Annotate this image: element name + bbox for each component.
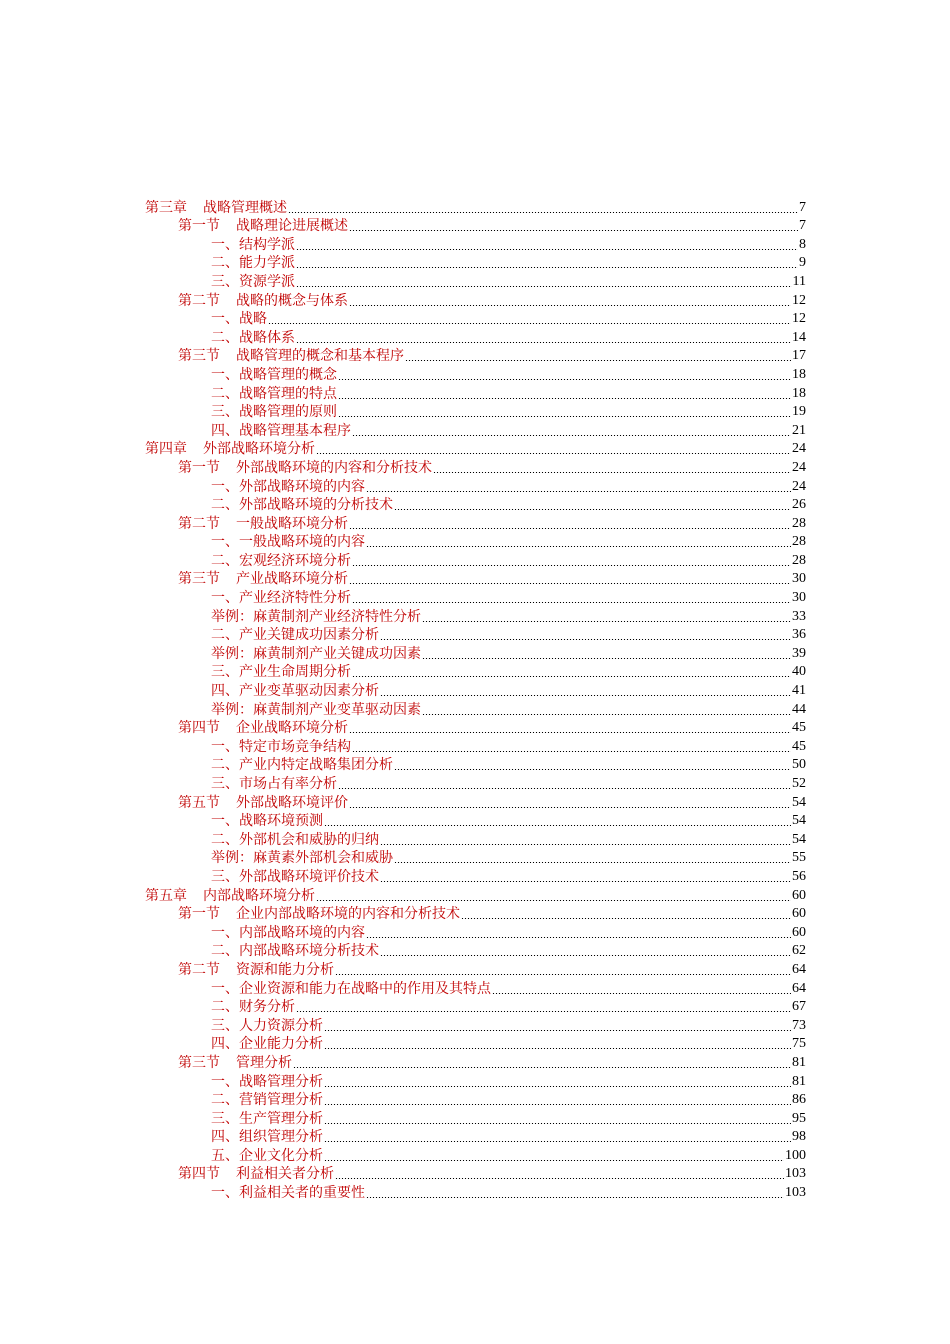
toc-entry-text [178,1165,334,1183]
toc-entry-title: 一般战略环境分析 [236,515,348,532]
toc-entry-text [211,756,393,774]
toc-subsection-entry[interactable] [145,1072,806,1091]
toc-subsection-entry[interactable] [145,551,806,570]
toc-entry-title: 企业战略环境分析 [236,720,348,737]
toc-subsection-entry[interactable] [145,477,806,496]
dot-leader [352,435,791,436]
toc-subsection-entry[interactable] [145,607,806,626]
toc-subsection-entry[interactable] [145,1183,806,1202]
dot-leader [352,676,791,677]
toc-entry-text [211,980,491,998]
toc-entry-title: 一、产业经济特性分析 [211,590,351,607]
toc-page-number: 19 [792,404,806,420]
toc-subsection-entry[interactable] [145,1146,806,1165]
toc-subsection-entry[interactable] [145,774,806,793]
toc-subsection-entry[interactable] [145,998,806,1017]
toc-page-number: 26 [792,497,806,513]
toc-entry-title: 二、能力学派 [211,255,295,272]
toc-entry-title: 二、产业内特定战略集团分析 [211,757,393,774]
toc-entry-text [178,217,348,235]
toc-page-number: 28 [792,534,806,550]
toc-entry-text [211,942,379,960]
toc-subsection-entry[interactable] [145,254,806,273]
toc-subsection-entry[interactable] [145,979,806,998]
toc-entry-label: 第三章 [145,199,187,216]
toc-page-number: 18 [792,366,806,382]
toc-page-number: 54 [792,831,806,847]
toc-page-number: 12 [792,292,806,308]
toc-entry-text [145,887,315,905]
dot-leader [366,491,791,492]
toc-entry-title: 四、企业能力分析 [211,1036,323,1053]
toc-entry-title: 四、战略管理基本程序 [211,422,351,439]
toc-entry-text [211,273,295,291]
dot-leader [394,509,791,510]
toc-subsection-entry[interactable] [145,403,806,422]
toc-entry-title: 资源和能力分析 [236,961,334,978]
toc-page-number: 56 [792,868,806,884]
dot-leader [324,1123,791,1124]
dot-leader [422,621,791,622]
toc-entry-title: 外部战略环境评价 [236,794,348,811]
toc-section-entry[interactable] [145,458,806,477]
toc-page-number: 100 [785,1147,806,1163]
toc-subsection-entry[interactable] [145,1091,806,1110]
dot-leader [296,249,798,250]
toc-page-number: 52 [792,776,806,791]
toc-subsection-entry[interactable] [145,1016,806,1035]
toc-entry-title: 一、战略环境预测 [211,813,323,830]
toc-subsection-entry[interactable] [145,384,806,403]
toc-page-number: 41 [792,683,806,699]
dot-leader [296,1011,791,1012]
toc-page-number: 8 [799,236,806,252]
dot-leader [349,528,791,529]
toc-entry-text [211,329,295,347]
dot-leader [324,1160,784,1161]
toc-entry-title: 企业内部战略环境的内容和分析技术 [236,906,460,923]
toc-page-number: 24 [792,459,806,475]
toc-subsection-entry[interactable] [145,626,806,645]
toc-entry-text [178,794,348,812]
toc-entry-title: 举例：麻黄制剂产业经济特性分析 [211,608,421,625]
toc-chapter-entry[interactable] [145,886,806,905]
toc-entry-title: 五、企业文化分析 [211,1147,323,1164]
dot-leader [422,658,791,659]
toc-entry-title: 三、外部战略环境评价技术 [211,868,379,885]
toc-entry-label: 第三节 [178,1054,220,1071]
dot-leader [405,360,791,361]
toc-entry-label: 第一节 [178,459,220,476]
toc-entry-text [145,199,287,217]
dot-leader [422,714,791,715]
toc-subsection-entry[interactable] [145,867,806,886]
dot-leader [394,769,791,770]
dot-leader [268,323,791,324]
toc-page-number: 95 [792,1110,806,1126]
toc-entry-text [211,1091,323,1109]
toc-page-number: 7 [799,199,806,215]
toc-entry-text [178,961,334,979]
toc-entry-text [211,552,351,570]
toc-page-number: 18 [792,385,806,401]
toc-entry-label: 第二节 [178,515,220,532]
toc-entry-label: 第一节 [178,218,220,235]
dot-leader [324,825,791,826]
toc-section-entry[interactable] [145,347,806,366]
toc-page-number: 64 [792,961,806,977]
toc-entry-title: 三、资源学派 [211,273,295,290]
toc-entry-title: 一、结构学派 [211,236,295,253]
dot-leader [335,1178,784,1179]
dot-leader [324,1141,791,1142]
dot-leader [296,342,791,343]
toc-page-number: 44 [792,701,806,717]
toc-entry-text [178,347,404,365]
toc-page-number: 98 [792,1129,806,1145]
toc-page-number: 103 [785,1185,806,1201]
dot-leader [338,416,791,417]
dot-leader [394,862,791,863]
toc-entry-text [211,1110,323,1128]
toc-page-number: 73 [792,1017,806,1033]
toc-entry-text [211,738,351,756]
toc-subsection-entry[interactable] [145,1109,806,1128]
toc-subsection-entry[interactable] [145,328,806,347]
toc-section-entry[interactable] [145,1053,806,1072]
toc-subsection-entry[interactable] [145,830,806,849]
toc-page-number: 86 [792,1092,806,1108]
toc-page-number: 7 [799,218,806,234]
toc-entry-title: 一、战略 [211,311,267,328]
toc-entry-text [211,403,337,421]
toc-entry-text [211,701,421,719]
toc-page-number: 30 [792,571,806,587]
toc-chapter-entry[interactable] [145,198,806,217]
toc-entry-text [211,1073,323,1091]
toc-entry-label: 第三节 [178,348,220,365]
toc-page-number: 60 [792,906,806,922]
toc-subsection-entry[interactable] [145,496,806,515]
dot-leader [380,881,791,882]
dot-leader [293,1067,791,1068]
toc-page-number: 11 [792,273,806,289]
toc-entry-title: 产业战略环境分析 [236,571,348,588]
toc-page-number: 28 [792,552,806,568]
toc-entry-text [211,645,421,663]
toc-subsection-entry[interactable] [145,681,806,700]
toc-entry-text [211,626,379,644]
dot-leader [296,286,792,287]
dot-leader [380,844,791,845]
toc-section-entry[interactable] [145,719,806,738]
toc-page-number: 17 [792,348,806,364]
toc-entry-title: 外部战略环境分析 [203,441,315,458]
toc-entry-title: 一、特定市场竞争结构 [211,738,351,755]
toc-entry-text [211,385,337,403]
toc-page-number: 14 [792,329,806,345]
toc-entry-text [211,533,365,551]
toc-subsection-entry[interactable] [145,1035,806,1054]
toc-entry-text [145,440,315,458]
dot-leader [366,1197,784,1198]
toc-page-number: 64 [792,980,806,996]
toc-entry-text [178,570,348,588]
toc-entry-text [211,1035,323,1053]
toc-section-entry[interactable] [145,570,806,589]
toc-entry-text [211,366,337,384]
toc-entry-text [178,292,348,310]
dot-leader [324,1048,791,1049]
toc-entry-text [211,1184,365,1202]
toc-page-number: 75 [792,1036,806,1052]
toc-subsection-entry[interactable] [145,588,806,607]
toc-entry-text [178,905,460,923]
toc-entry-label: 第四节 [178,1166,220,1183]
toc-page-number: 62 [792,943,806,959]
toc-entry-text [211,236,295,254]
toc-entry-title: 利益相关者分析 [236,1166,334,1183]
toc-entry-text [211,831,379,849]
toc-entry-title: 二、内部战略环境分析技术 [211,943,379,960]
toc-entry-title: 举例：麻黄素外部机会和威胁 [211,850,393,867]
toc-page-number: 33 [792,608,806,624]
toc-entry-title: 三、市场占有率分析 [211,776,337,792]
toc-subsection-entry[interactable] [145,310,806,329]
dot-leader [380,955,791,956]
dot-leader [316,453,791,454]
toc-entry-title: 三、战略管理的原则 [211,404,337,421]
toc-entry-text [211,422,351,440]
dot-leader [324,1086,791,1087]
toc-page-number: 50 [792,757,806,773]
toc-entry-title: 一、利益相关者的重要性 [211,1185,365,1202]
toc-entry-text [178,1054,292,1072]
dot-leader [324,1030,791,1031]
toc-entry-text [211,849,393,867]
toc-entry-title: 二、外部机会和威胁的归纳 [211,831,379,848]
toc-entry-title: 战略管理概述 [203,199,287,216]
toc-entry-title: 内部战略环境分析 [203,887,315,904]
table-of-contents [145,198,806,1202]
toc-entry-title: 二、战略体系 [211,329,295,346]
toc-chapter-entry[interactable] [145,440,806,459]
toc-entry-text [211,998,295,1016]
toc-entry-text [178,719,348,737]
toc-subsection-entry[interactable] [145,1128,806,1147]
dot-leader [352,751,791,752]
toc-entry-title: 二、外部战略环境的分析技术 [211,497,393,514]
toc-subsection-entry[interactable] [145,644,806,663]
toc-subsection-entry[interactable] [145,272,806,291]
toc-entry-text [211,1128,323,1146]
toc-page-number: 21 [792,422,806,438]
toc-page-number: 40 [792,664,806,680]
toc-entry-title: 举例：麻黄制剂产业关键成功因素 [211,645,421,662]
toc-entry-text [211,589,351,607]
dot-leader [349,305,791,306]
toc-entry-label: 第二节 [178,292,220,309]
toc-page-number: 28 [792,515,806,531]
dot-leader [338,379,791,380]
toc-entry-text [211,310,267,328]
toc-entry-title: 外部战略环境的内容和分析技术 [236,459,432,476]
toc-entry-label: 第一节 [178,906,220,923]
toc-entry-title: 举例：麻黄制剂产业变革驱动因素 [211,701,421,718]
toc-section-entry[interactable] [145,217,806,236]
dot-leader [288,212,798,213]
toc-entry-title: 三、产业生命周期分析 [211,664,351,681]
toc-section-entry[interactable] [145,793,806,812]
toc-entry-text [211,924,365,942]
toc-entry-text [211,775,337,793]
toc-entry-text [178,459,432,477]
toc-page-number: 36 [792,627,806,643]
dot-leader [349,583,791,584]
toc-entry-text [211,478,365,496]
dot-leader [492,993,791,994]
toc-page-number: 45 [792,738,806,754]
dot-leader [296,267,798,268]
toc-entry-title: 一、一般战略环境的内容 [211,534,365,551]
toc-section-entry[interactable] [145,1165,806,1184]
toc-entry-text [211,496,393,514]
toc-entry-title: 二、营销管理分析 [211,1092,323,1109]
toc-entry-title: 一、战略管理分析 [211,1073,323,1090]
toc-section-entry[interactable] [145,960,806,979]
dot-leader [349,230,798,231]
toc-subsection-entry[interactable] [145,942,806,961]
toc-entry-title: 管理分析 [236,1054,292,1071]
toc-subsection-entry[interactable] [145,235,806,254]
dot-leader [461,918,791,919]
dot-leader [335,974,791,975]
toc-entry-label: 第四章 [145,441,187,458]
toc-page-number: 81 [792,1054,806,1070]
toc-entry-text [178,515,348,533]
toc-entry-title: 四、组织管理分析 [211,1129,323,1146]
toc-subsection-entry[interactable] [145,700,806,719]
toc-entry-title: 二、宏观经济环境分析 [211,552,351,569]
toc-subsection-entry[interactable] [145,737,806,756]
toc-entry-title: 二、产业关键成功因素分析 [211,627,379,644]
toc-entry-text [211,663,351,681]
toc-subsection-entry[interactable] [145,421,806,440]
toc-page-number: 60 [792,924,806,940]
toc-page-number: 103 [785,1166,806,1182]
dot-leader [338,788,791,789]
toc-entry-title: 二、财务分析 [211,999,295,1016]
toc-entry-label: 第三节 [178,571,220,588]
toc-entry-label: 第二节 [178,961,220,978]
toc-section-entry[interactable] [145,514,806,533]
toc-entry-title: 一、企业资源和能力在战略中的作用及其特点 [211,980,491,997]
toc-page-number: 30 [792,590,806,606]
toc-entry-text [211,1017,323,1035]
toc-entry-text [211,868,379,886]
toc-entry-title: 战略的概念与体系 [236,292,348,309]
toc-page-number: 39 [792,645,806,661]
toc-subsection-entry[interactable] [145,533,806,552]
toc-subsection-entry[interactable] [145,756,806,775]
dot-leader [338,398,791,399]
toc-page-number: 12 [792,311,806,327]
toc-entry-title: 四、产业变革驱动因素分析 [211,683,379,700]
toc-page-number: 24 [792,441,806,457]
toc-entry-title: 一、内部战略环境的内容 [211,924,365,941]
toc-page-number: 54 [792,794,806,810]
toc-page-number: 81 [792,1073,806,1089]
toc-entry-title: 一、外部战略环境的内容 [211,478,365,495]
toc-entry-label: 第四节 [178,720,220,737]
toc-page-number: 55 [792,850,806,866]
dot-leader [349,807,791,808]
toc-page-number: 9 [799,255,806,271]
dot-leader [316,900,791,901]
toc-entry-title: 三、人力资源分析 [211,1017,323,1034]
dot-leader [380,639,791,640]
toc-page-number: 67 [792,999,806,1015]
dot-leader [352,565,791,566]
toc-entry-title: 三、生产管理分析 [211,1110,323,1127]
toc-entry-label: 第五节 [178,794,220,811]
toc-subsection-entry[interactable] [145,812,806,831]
dot-leader [324,1104,791,1105]
toc-entry-title: 一、战略管理的概念 [211,366,337,383]
toc-entry-title: 战略理论进展概述 [236,218,348,235]
toc-page-number: 45 [792,720,806,736]
toc-section-entry[interactable] [145,291,806,310]
toc-page-number: 54 [792,813,806,829]
dot-leader [433,472,791,473]
toc-subsection-entry[interactable] [145,365,806,384]
toc-entry-text [211,812,323,830]
dot-leader [380,695,791,696]
toc-subsection-entry[interactable] [145,663,806,682]
dot-leader [352,602,791,603]
toc-subsection-entry[interactable] [145,849,806,868]
dot-leader [366,546,791,547]
toc-subsection-entry[interactable] [145,923,806,942]
toc-entry-title: 二、战略管理的特点 [211,385,337,402]
toc-entry-text [211,1147,323,1165]
toc-entry-label: 第五章 [145,887,187,904]
toc-entry-text [211,254,295,272]
dot-leader [349,732,791,733]
dot-leader [366,937,791,938]
toc-entry-text [211,608,421,626]
toc-page-number: 24 [792,478,806,494]
toc-entry-title: 战略管理的概念和基本程序 [236,348,404,365]
toc-section-entry[interactable] [145,905,806,924]
toc-page-number: 60 [792,887,806,903]
toc-entry-text [211,682,379,700]
